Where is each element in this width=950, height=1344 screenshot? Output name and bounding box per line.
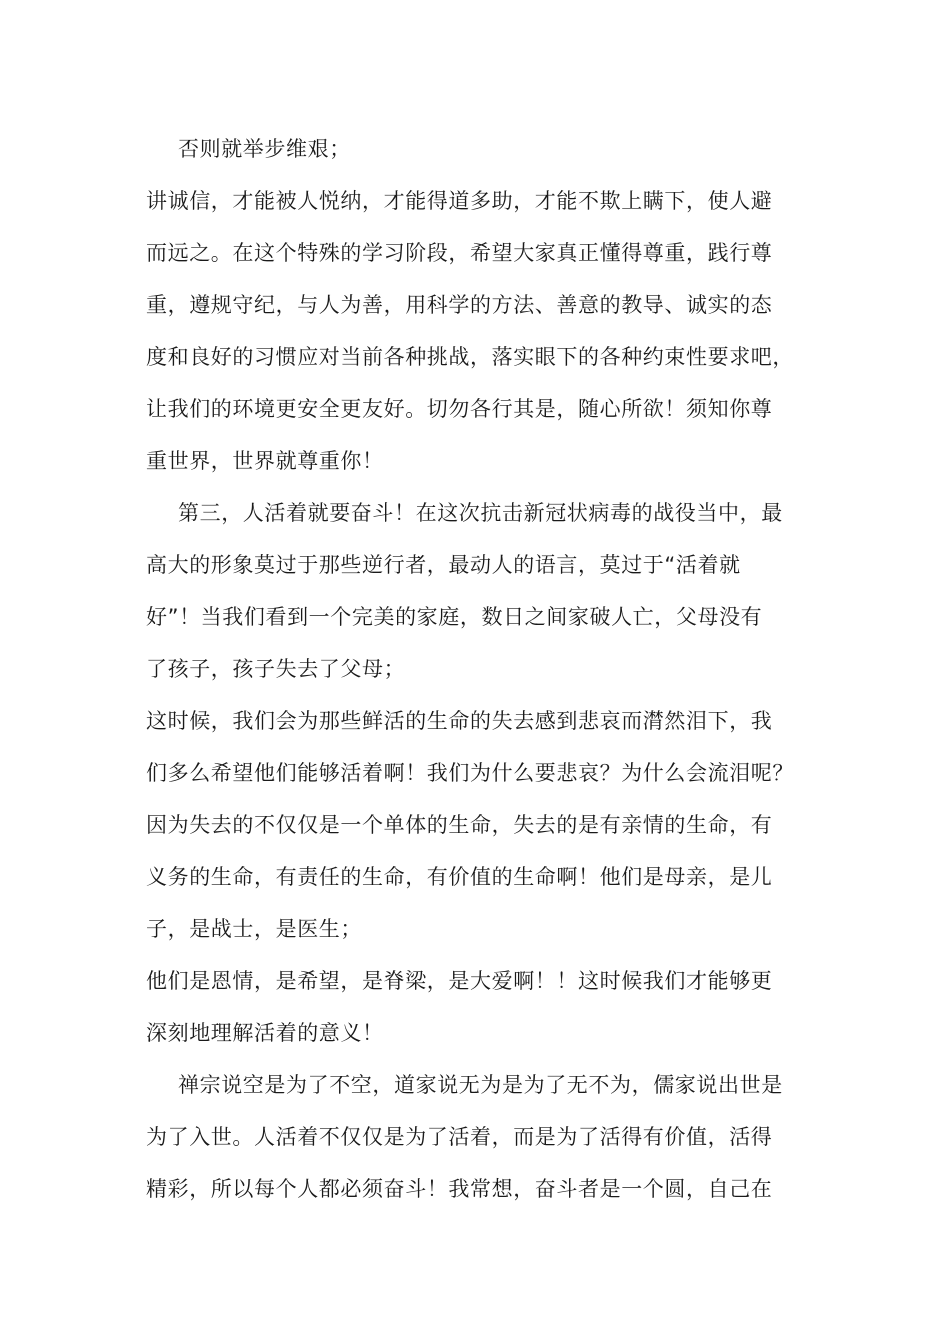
text-line: 讲诚信，才能被人悦纳，才能得道多助，才能不欺上瞒下，使人避 bbox=[146, 189, 773, 213]
text-line: 子，是战士，是医生； bbox=[146, 917, 362, 941]
text-line: 这时候，我们会为那些鲜活的生命的失去感到悲哀而潸然泪下，我 bbox=[146, 709, 773, 733]
text-line: 精彩，所以每个人都必须奋斗！我常想，奋斗者是一个圆，自己在 bbox=[146, 1177, 773, 1201]
text-line: 高大的形象莫过于那些逆行者，最动人的语言，莫过于“活着就 bbox=[146, 553, 741, 577]
text-line: 义务的生命，有责任的生命，有价值的生命啊！他们是母亲，是儿 bbox=[146, 865, 773, 889]
text-line: 好”！当我们看到一个完美的家庭，数日之间家破人亡，父母没有 bbox=[146, 605, 763, 629]
text-line: 否则就举步维艰； bbox=[178, 137, 351, 161]
text-line: 度和良好的习惯应对当前各种挑战，落实眼下的各种约束性要求吧， bbox=[146, 345, 794, 369]
text-line: 而远之。在这个特殊的学习阶段，希望大家真正懂得尊重，践行尊 bbox=[146, 241, 773, 265]
text-line: 深刻地理解活着的意义！ bbox=[146, 1021, 384, 1045]
text-line: 们多么希望他们能够活着啊！我们为什么要悲哀？为什么会流泪呢？ bbox=[146, 761, 794, 785]
text-line: 禅宗说空是为了不空，道家说无为是为了无不为，儒家说出世是 bbox=[178, 1073, 783, 1097]
text-line: 他们是恩情，是希望，是脊梁，是大爱啊！！这时候我们才能够更 bbox=[146, 969, 773, 993]
text-line: 重世界，世界就尊重你！ bbox=[146, 449, 384, 473]
text-line: 让我们的环境更安全更友好。切勿各行其是，随心所欲！须知你尊 bbox=[146, 397, 773, 421]
text-line: 第三，人活着就要奋斗！在这次抗击新冠状病毒的战役当中，最 bbox=[178, 501, 783, 525]
text-line: 因为失去的不仅仅是一个单体的生命，失去的是有亲情的生命，有 bbox=[146, 813, 773, 837]
text-line: 了孩子，孩子失去了父母； bbox=[146, 657, 406, 681]
text-line: 重，遵规守纪，与人为善，用科学的方法、善意的教导、诚实的态 bbox=[146, 293, 773, 317]
text-line: 为了入世。人活着不仅仅是为了活着，而是为了活得有价值，活得 bbox=[146, 1125, 773, 1149]
